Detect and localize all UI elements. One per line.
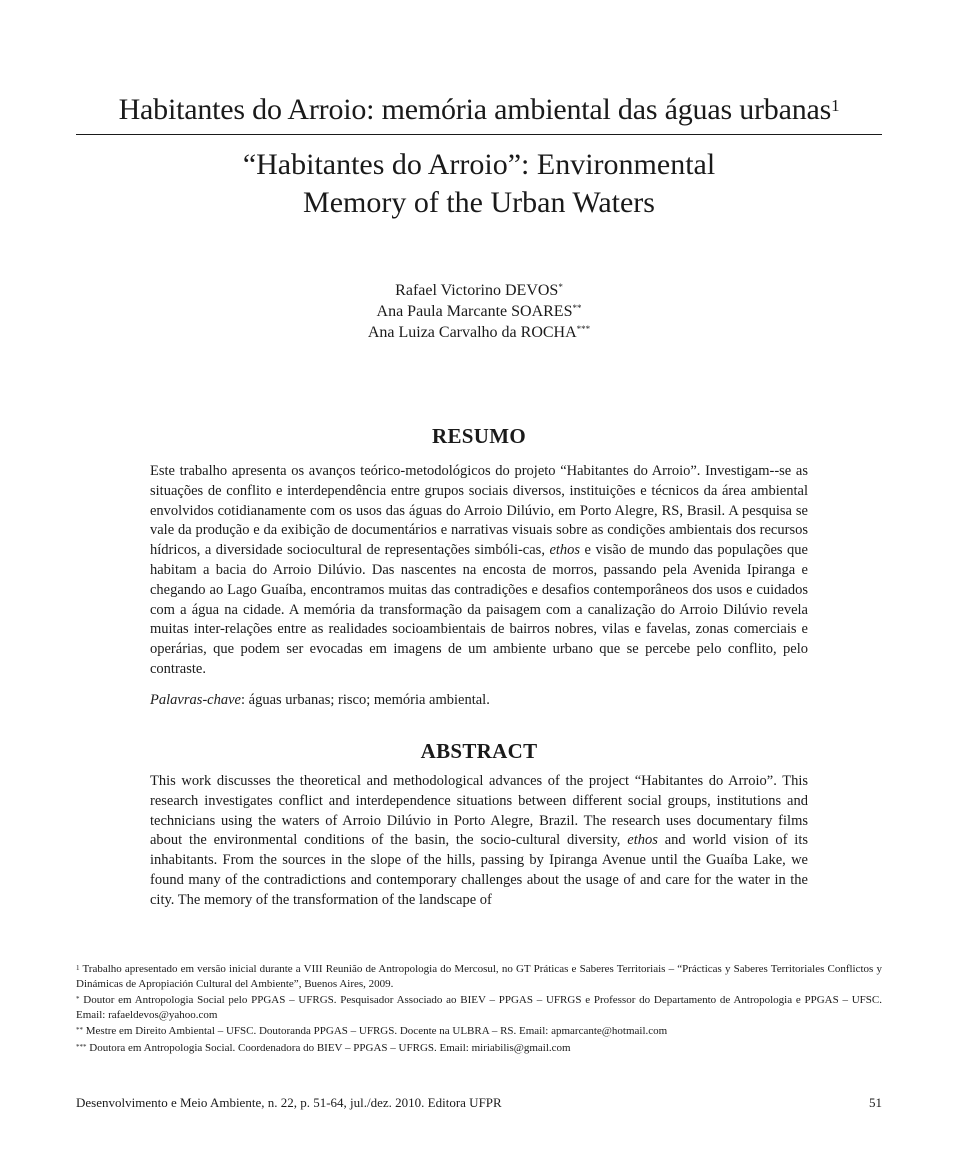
title-portuguese: [76, 92, 882, 128]
keywords-separator: :: [241, 692, 249, 708]
author-list: [76, 280, 882, 343]
footnote-marker: *: [76, 995, 80, 1004]
keywords-line: [150, 691, 808, 711]
author-3: [76, 322, 882, 343]
author-1: [76, 280, 882, 301]
author-footnote-marker: *: [558, 282, 563, 292]
title-english-line-2: Memory of the Urban Waters: [303, 186, 655, 219]
abstract-paragraph: [150, 772, 808, 910]
abstract-text-part-1: This work discusses the theoretical and methodological advances of the project “Habitantes do Arroio”. This research investigates conflict and interdependence situations between different social groups, institutions and technicians using the waters of Arroio Dilúvio in Porto Alegre, Brazil. The research uses documentary films about the environmental conditions of the basin, the socio-cultural diversity,: [150, 773, 808, 849]
title-divider: [76, 134, 882, 135]
title-portuguese-text: Habitantes do Arroio: memória ambiental das águas urbanas: [118, 93, 832, 126]
resumo-paragraph: [150, 462, 808, 680]
footnote-text: Mestre em Direito Ambiental – UFSC. Doutoranda PPGAS – UFRGS. Docente na ULBRA – RS. Email: apmarcante@hotmail.com: [85, 1025, 668, 1038]
footnote-author-1: [76, 993, 882, 1022]
footnote-author-2: [76, 1024, 882, 1039]
abstract-text-part-2: and world vision of its inhabitants. From the sources in the slope of the hills, passing by Ipiranga Avenue until the Guaíba Lake, we found many of the contradictions and contemporary challenges about the usage of and care for the water in the city. The memory of the transformation of the landscape of: [150, 832, 808, 908]
keywords-text: águas urbanas; risco; memória ambiental.: [248, 692, 490, 708]
resumo-heading: RESUMO: [432, 424, 526, 448]
resumo-italic-term: ethos: [549, 542, 581, 559]
author-name: Ana Paula Marcante SOARES: [376, 303, 573, 320]
footnote-marker: **: [76, 1026, 83, 1035]
author-footnote-marker: ***: [576, 324, 591, 334]
resumo-text-part-2: e visão de mundo das populações que habitam a bacia do Arroio Dilúvio. Das nascentes na encosta de morros, passando pela Avenida Ipiranga e chegando ao Lago Guaíba, encontramos muitas das contradições e desafios contemporâneos dos usos e cuidados com a água na cidade. A memória da transformação da paisagem com a canalização do Arroio Dilúvio revela muitas inter-relações entre as realidades socioambientais de bairros nobres, vilas e favelas, zonas comerciais e operárias, que podem ser evocadas em imagens de um ambiente urbano que se percebe pelo conflito, pelo contraste.: [150, 542, 808, 677]
author-footnote-marker: **: [572, 303, 582, 313]
author-2: [76, 301, 882, 322]
journal-citation: Desenvolvimento e Meio Ambiente, n. 22, p. 51-64, jul./dez. 2010. Editora UFPR: [76, 1095, 502, 1110]
footnote-marker: 1: [76, 964, 80, 972]
abstract-heading: ABSTRACT: [420, 739, 538, 763]
footnote-text: Doutor em Antropologia Social pelo PPGAS – UFRGS. Pesquisador Associado ao BIEV – PPGAS – UFRGS e Professor do Departamento de Antropologia e PPGAS – UFSC. Email: rafaeldevos@yahoo.com: [76, 994, 882, 1021]
footnote-author-3: [76, 1041, 882, 1056]
footnote-text: Trabalho apresentado em versão inicial durante a VIII Reunião de Antropologia do Mercosul, no GT Práticas e Saberes Territoriais – “Prácticas y Saberes Territoriales Conflictos y Dinámicas de Apropiación Cultural del Ambiente”, Buenos Aires, 2009.: [76, 963, 882, 990]
abstract-italic-term: ethos: [627, 832, 658, 849]
title-english: [76, 146, 882, 222]
footnote-text: Doutora em Antropologia Social. Coordenadora do BIEV – PPGAS – UFRGS. Email: miriabilis@gmail.com: [89, 1041, 571, 1054]
resumo-text-part-1: Este trabalho apresenta os avanços teórico-metodológicos do projeto “Habitantes do Arroio”. Investigam--se as situações de conflito e interdependência entre grupos sociais diversos, instituições e técnicos da área ambiental envolvidos cotidianamente com os usos das águas do Arroio Dilúvio, em Porto Alegre, RS, Brasil. A pesquisa se vale da produção e da exibição de documentários e narrativas visuais sobre as condições ambientais dos recursos hídricos, a diversidade sociocultural de representações simbóli-cas,: [150, 463, 808, 559]
footnotes: [76, 962, 882, 1058]
author-name: Rafael Victorino DEVOS: [395, 282, 559, 299]
author-name: Ana Luiza Carvalho da ROCHA: [367, 324, 577, 341]
footnote-1: [76, 962, 882, 991]
title-footnote-marker: 1: [831, 96, 840, 115]
title-english-line-1: “Habitantes do Arroio”: Environmental: [242, 148, 716, 181]
footnote-marker: ***: [76, 1042, 87, 1051]
page-number: 51: [869, 1095, 882, 1110]
keywords-label: Palavras-chave: [150, 692, 241, 708]
